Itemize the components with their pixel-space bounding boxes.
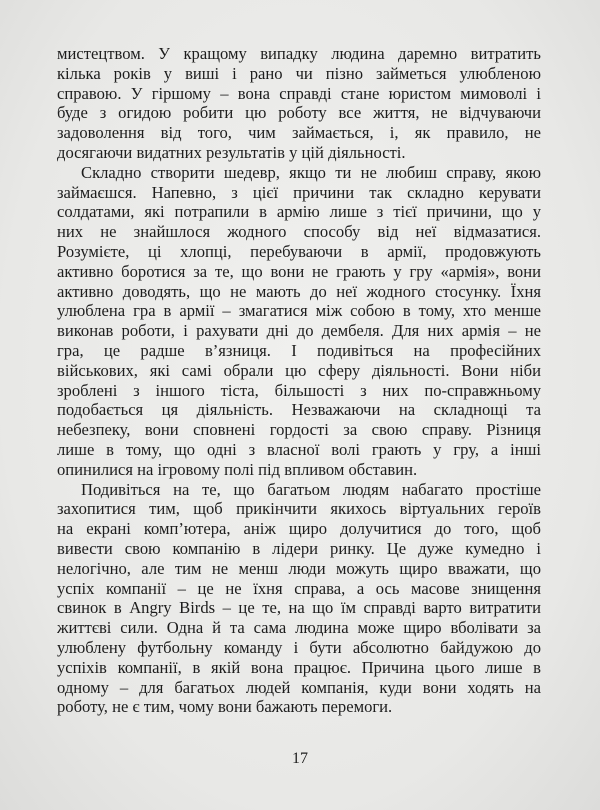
- text-line: небезпеку, вони сповнені гордості за свою справу. Різниця: [57, 420, 541, 440]
- text-line: улюблена гра в армії – змагатися між собою в тому, хто менше: [57, 301, 541, 321]
- text-line: успіхів компанії, в якій вона працює. Причина цього лише в: [57, 657, 541, 677]
- text-line: роботу, не є тим, чому вони бажають перемоги.: [57, 697, 393, 717]
- text-line: лише в тому, що одні з власної волі грають у гру, а інші: [57, 439, 541, 459]
- text-line: нелогічно, але тим не менш люди можуть щиро вважати, що: [57, 558, 541, 578]
- page-body: [57, 44, 541, 717]
- text-line: подобається ця діяльність. Незважаючи на складнощі та: [57, 400, 541, 420]
- text-line: зроблені з іншого тіста, більшості з них по-справжньому: [57, 380, 541, 400]
- text-line: активно боротися за те, що вони не грають у гру «армія», вони: [57, 261, 541, 281]
- text-line: буде з огидою робити цю роботу все життя, не відчуваючи: [57, 103, 541, 123]
- paragraph: [57, 163, 541, 480]
- paragraph: [57, 44, 541, 163]
- text-line: досягаючи видатних результатів у цій діяльності.: [57, 142, 406, 162]
- text-line: гра, це радше в’язниця. І подивіться на професійних: [57, 340, 541, 360]
- text-line: життєві сили. Одна й та сама людина може щиро вболівати за: [57, 618, 541, 638]
- text-line: справою. У гіршому – вона справді стане юристом мимоволі і: [57, 83, 541, 103]
- text-line: захопитися тим, щоб прикінчити якихось віртуальних героїв: [57, 499, 541, 519]
- text-line: вивести свою компанію в лідери ринку. Це дуже кумедно і: [57, 538, 541, 558]
- text-line: Розумієте, ці хлопці, перебуваючи в армії, продовжують: [57, 241, 541, 261]
- page-number: 17: [292, 750, 308, 767]
- text-line: опинилися на ігровому полі під впливом обставин.: [57, 459, 418, 479]
- text-line: виконав роботи, і рахувати дні до дембеля. Для них армія – не: [57, 321, 541, 341]
- text-line: займаєшся. Напевно, з цієї причини так складно керувати: [57, 182, 541, 202]
- text-line: Складно створити шедевр, якщо ти не любиш справу, якою: [81, 162, 541, 182]
- text-line: кілька років у виші і рано чи пізно займеться улюбленою: [57, 63, 541, 83]
- text-line: Подивіться на те, що багатьом людям набагато простіше: [81, 479, 541, 499]
- text-line: улюблену футбольну команду і бути абсолютно байдужою до: [57, 637, 541, 657]
- text-line: свинок в Angry Birds – це те, на що їм справді варто витратити: [57, 598, 541, 618]
- text-line: успіх компанії – це не їхня справа, а ось масове знищення: [57, 578, 541, 598]
- text-line: мистецтвом. У кращому випадку людина даремно витратить: [57, 44, 541, 63]
- text-line: задоволення від того, чим займається, і, як правило, не: [57, 123, 541, 143]
- text-line: на екрані комп’ютера, аніж щиро долучитися до того, щоб: [57, 519, 541, 539]
- text-line: активно доводять, що не мають до неї жодного стосунку. Їхня: [57, 281, 541, 301]
- paragraph: [57, 480, 541, 718]
- text-line: військових, які самі обрали цю сферу діяльності. Вони ніби: [57, 360, 541, 380]
- text-line: одному – для багатьох людей компанія, куди вони ходять на: [57, 677, 541, 697]
- text-line: них не знайшлося жодного способу від неї відмазатися.: [57, 222, 541, 242]
- text-line: солдатами, які потрапили в армію лише з тієї причини, що у: [57, 202, 541, 222]
